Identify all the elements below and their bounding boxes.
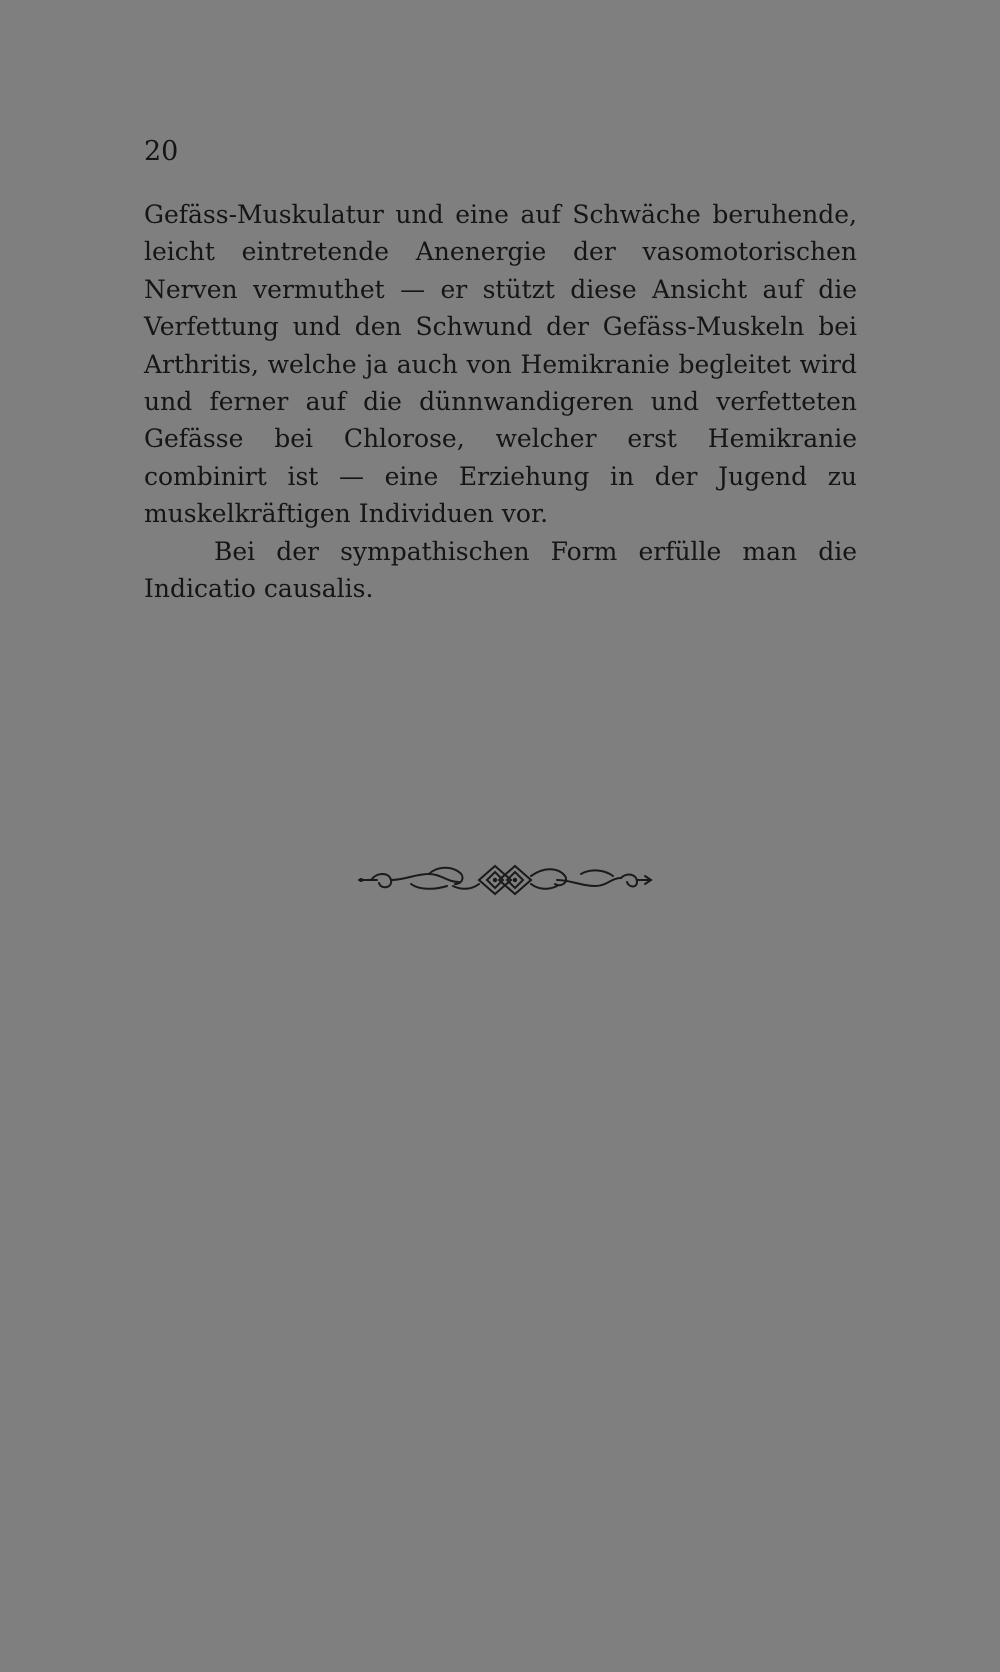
body-text (144, 196, 857, 607)
ornament-divider (355, 856, 655, 906)
page-number: 20 (144, 136, 179, 167)
paragraph-2: Bei der sympathischen Form erfülle man die Indicatio causalis. (144, 536, 857, 604)
paragraph-1: Gefäss-Muskulatur und eine auf Schwäche beruhende, leicht eintretende Anenergie der vasomotorischen Nerven vermuthet — er stützt diese Ansicht auf die Verfettung und den Schwund der Gefäss-Muskeln bei Arthritis, welche ja auch von Hemikranie begleitet wird und ferner auf die dünnwandigeren und verfetteten Gefässe bei Chlorose, welcher erst Hemikranie combinirt ist — eine Erziehung in der Jugend zu muskelkräftigen Individuen vor. (144, 200, 857, 529)
